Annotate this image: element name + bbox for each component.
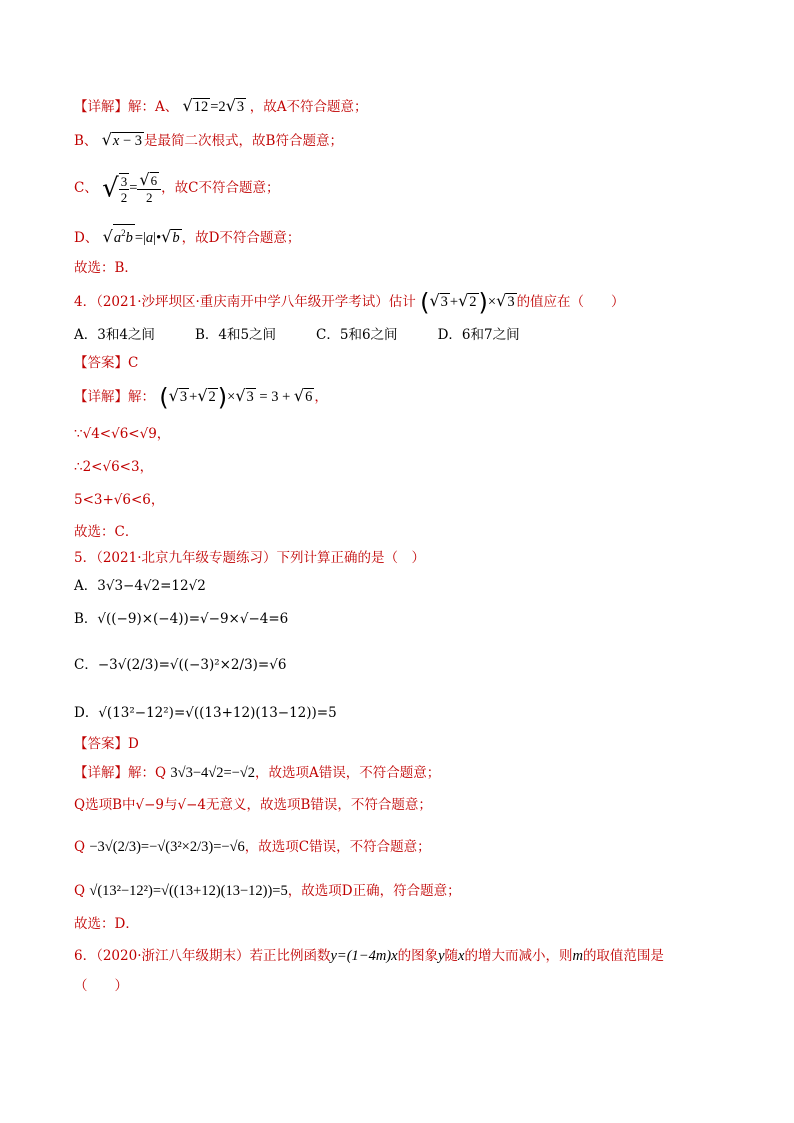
- text: 6．（2020·浙江八年级期末）若正比例函数: [74, 948, 331, 964]
- text: 是最简二次根式，故B符合题意；: [144, 133, 343, 149]
- question-5-detail-2: Q选项B中√−9与√−4无意义，故选项B错误，不符合题意；: [74, 797, 432, 813]
- question-4-detail-1: [74, 383, 328, 412]
- text: 的值应在（ ）: [516, 294, 625, 310]
- question-4-detail-4: 5<3+√6<6，: [74, 492, 165, 508]
- conclusion: 故选：B．: [74, 260, 138, 276]
- math-expr: y=(1−4m)x: [330, 948, 398, 964]
- math-expr: √12 =2√3: [182, 96, 245, 115]
- question-5-conclusion: 故选：D．: [74, 916, 139, 932]
- question-4-conclusion: 故选：C．: [74, 524, 139, 540]
- detail-line-b: [74, 130, 343, 151]
- question-6-paren: （ ）: [74, 978, 128, 994]
- math-expr: $√a^2b$ =|a|•√b: [103, 230, 182, 246]
- detail-line-a: [74, 96, 368, 117]
- text: 的图象: [397, 948, 439, 964]
- question-5-option-a[interactable]: A．3√3−4√2=12√2: [74, 578, 206, 594]
- math-expr: √ $\frac{3}{2}$ = $\frac{√6}{2}$: [102, 180, 161, 196]
- text: 的增大而减小，则: [464, 948, 573, 964]
- text: C、: [74, 179, 98, 196]
- option-b[interactable]: B．4和5之间: [194, 327, 277, 343]
- option-a[interactable]: A．3和4之间: [74, 327, 155, 343]
- detail-line-c: [74, 172, 279, 205]
- math-expr: √(13²−12²)=√((13+12)(13−12))=5: [89, 883, 288, 899]
- text: B、: [74, 133, 98, 149]
- question-6-stem: [74, 946, 664, 966]
- question-5-detail-3: [74, 837, 431, 857]
- math-expr: 3√3−4√2=−√2: [170, 765, 256, 781]
- detail-line-d: [74, 224, 300, 248]
- question-4-options: [74, 325, 520, 345]
- text: 解：: [128, 389, 155, 405]
- text: 4．（2021·沙坪坝区·重庆南开中学八年级开学考试）估计: [74, 294, 416, 310]
- text: 的取值范围是: [582, 948, 664, 964]
- question-4-detail-3: ∴2<√6<3，: [74, 459, 154, 475]
- question-4-stem: [74, 288, 625, 317]
- option-c[interactable]: C．5和6之间: [316, 327, 398, 343]
- text: ，故选项C错误，不符合题意；: [244, 839, 431, 855]
- text: D、: [74, 229, 99, 246]
- question-4-detail-2: ∵√4<√6<√9，: [74, 426, 171, 442]
- math-expr: (√3 +√2)×√3: [420, 288, 515, 317]
- text: ，故C不符合题意；: [161, 179, 280, 196]
- detail-label: 【详解】: [74, 389, 128, 405]
- option-d[interactable]: D．6和7之间: [437, 327, 520, 343]
- question-5-stem: 5．（2021·北京九年级专题练习）下列计算正确的是（ ）: [74, 550, 425, 566]
- var-m: m: [572, 948, 583, 964]
- question-5-option-c[interactable]: C．−3√(2/3)=√((−3)²×2/3)=√6: [74, 657, 287, 673]
- answer-value: C: [128, 355, 139, 371]
- question-5-detail-4: [74, 881, 461, 901]
- question-5-option-b[interactable]: B．√((−9)×(−4))=√−9×√−4=6: [74, 611, 289, 627]
- text: ，故选项D正确，符合题意；: [287, 883, 461, 899]
- text: ，故D不符合题意；: [181, 229, 301, 246]
- var-x: x: [458, 948, 465, 964]
- math-expr: √x − 3: [101, 130, 143, 149]
- answer-value: D: [128, 736, 139, 752]
- text: 解：A、: [128, 99, 179, 115]
- question-5-detail-1: [74, 763, 440, 783]
- text: 解：Q: [128, 765, 171, 781]
- question-5-option-d[interactable]: D．√(13²−12²)=√((13+12)(13−12))=5: [74, 705, 337, 721]
- text: Q: [74, 839, 90, 855]
- question-4-answer: [74, 353, 138, 373]
- answer-label: 【答案】: [74, 355, 128, 371]
- text: ，: [314, 389, 328, 405]
- math-expr: −3√(2/3)=−√(3²×2/3)=−√6: [89, 839, 245, 855]
- text: Q: [74, 883, 90, 899]
- detail-label: 【详解】: [74, 765, 128, 781]
- answer-label: 【答案】: [74, 736, 128, 752]
- math-expr: (√3 +√2)×√3 = 3 + √6: [159, 383, 313, 412]
- question-5-answer: [74, 734, 139, 754]
- detail-label: 【详解】: [74, 99, 128, 115]
- text: ，故选项A错误，不符合题意；: [255, 765, 441, 781]
- text: ，故A不符合题意；: [249, 99, 368, 115]
- var-y: y: [438, 948, 445, 964]
- text: 随: [444, 948, 459, 964]
